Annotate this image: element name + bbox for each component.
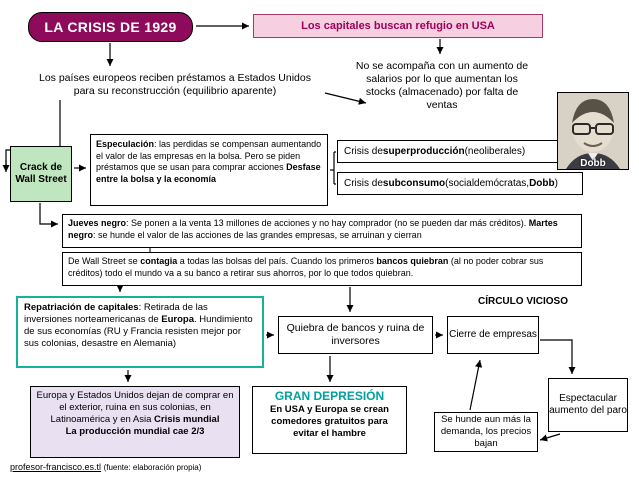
dobb-portrait: [557, 92, 629, 170]
speculation-lead: Especulación: [96, 139, 155, 149]
europe-usa-box: [30, 386, 240, 458]
repatriation-label: Repatriación de capitales: [24, 302, 139, 313]
crisis2-post: (socialdemócratas,: [445, 178, 530, 189]
contagion-t1: De Wall Street se: [68, 256, 141, 266]
black-tuesday-text: : se hunde el valor de las acciones de las grandes empresas, se arruinan y cierran: [93, 229, 422, 240]
company-closure-box: Cierre de empresas: [447, 316, 539, 354]
crack-wall-street-box: Crack de Wall Street: [10, 146, 72, 202]
bank-failure-box: Quiebra de bancos y ruina de inversores: [278, 316, 433, 354]
repatriation-t2: . Hundimiento de sus economías (RU y Francia resisten mejor por sus colonias, desastre en Alemania): [24, 314, 253, 349]
crisis2-pre: Crisis de: [344, 178, 383, 189]
contagion-t3: (al no poder cobrar sus créditos) todo el mundo va a su banco a retirar sus ahorros, por lo que todos quiebran.: [68, 256, 544, 278]
black-tuesday-label: Martes negro: [68, 218, 558, 240]
great-depression-title: GRAN DEPRESIÓN: [274, 389, 385, 403]
contagion-box: [62, 252, 582, 286]
wages-text: No se acompaña con un aumento de salarios por lo que aumentan los stocks (almacenado) por falta de ventas: [355, 60, 529, 111]
repatriation-t1: : Retirada de las inversiones norteamericanas de: [24, 302, 208, 325]
black-thursday-label: Jueves negro: [68, 218, 127, 228]
vicious-circle-label: CÍRCULO VICIOSO: [477, 296, 568, 307]
contagion-t2: a todas las bolsas del país. Cuando los primeros: [177, 256, 377, 266]
speculation-body: : las perdidas se compensan aumentando el valor de las empresas en la bolsa. Pero se piden préstamos que se usan para comprar acciones: [96, 139, 322, 172]
speculation-bold-tail: Desfase entre la bolsa y la economía: [96, 162, 321, 184]
demand-drop-box: Se hunde aun más la demanda, los precios bajan: [434, 412, 538, 452]
black-thursday-box: [62, 214, 582, 248]
world-production-label: La producción mundial cae 2/3: [65, 426, 205, 437]
repatriation-europe: Europa: [161, 314, 195, 325]
page-title: LA CRISIS DE 1929: [28, 12, 193, 42]
world-crisis-label: Crisis mundial: [154, 414, 220, 425]
contagion-b1: contagia: [140, 256, 178, 266]
crisis1-bold: superproducción: [382, 146, 465, 157]
crisis2-post2: ): [554, 178, 558, 189]
contagion-b2: bancos quiebran: [376, 256, 449, 266]
unemployment-box: Espectacular aumento del paro: [548, 378, 628, 432]
crisis2-bold2: Dobb: [529, 178, 555, 189]
footer-source: (fuente: elaboración propia): [103, 463, 202, 472]
repatriation-box: [16, 296, 264, 368]
europe-usa-text: Europa y Estados Unidos dejan de comprar en el exterior, ruina en sus colonias, en Latinoamérica y en Asia: [36, 390, 234, 425]
loans-text: Los países europeos reciben préstamos a Estados Unidos para su reconstrucción (equilibrio aparente): [39, 72, 311, 97]
crisis1-post: (neoliberales): [464, 146, 526, 157]
black-thursday-text: : Se ponen a la venta 13 millones de acciones y no hay comprador (no se pueden dar más créditos).: [126, 218, 529, 228]
crisis2-bold: subconsumo: [382, 178, 446, 189]
crisis-subconsumo-box: [337, 172, 583, 195]
great-depression-box: [252, 386, 407, 454]
footer-site-link[interactable]: profesor-francisco.es.tl: [10, 462, 102, 472]
speculation-box: [90, 134, 328, 206]
portrait-caption: Dobb: [580, 158, 606, 169]
capitals-box: Los capitales buscan refugio en USA: [253, 14, 543, 38]
footer: [10, 462, 340, 472]
great-depression-body: En USA y Europa se crean comedores gratuitos para evitar el hambre: [270, 404, 389, 439]
crisis-superproduccion-box: [337, 140, 583, 163]
crisis1-pre: Crisis de: [344, 146, 383, 157]
